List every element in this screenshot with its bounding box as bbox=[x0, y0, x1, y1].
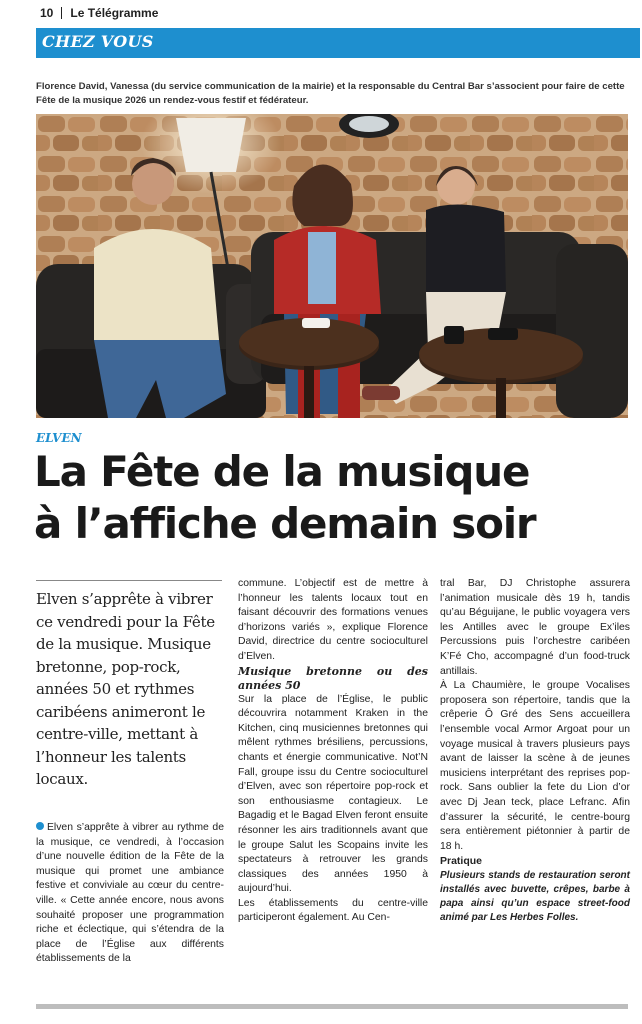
masthead-divider bbox=[61, 7, 62, 19]
paragraph: À La Chaumière, le groupe Vocalises proposera son répertoire, tandis que la crêperie Ô Gré des Sens accueillera l’ensemble vocal Armor Argoat pour un voyage musical à travers plusieurs pays avant de laisser la scène à de jeunes musiciens interprétant des reprises pop-rock. Sans oublier la fete du Lion d’or avec Dj Jean teck, place Lefranc. Afin d’assurer la sécurité, le centre-bourg sera entièrement piétonnier à partir de 18 h. bbox=[440, 680, 630, 852]
section-banner bbox=[36, 28, 640, 58]
paragraph: Sur la place de l’Église, le public découvrira notamment Kraken in the Kitchen, cinq musiciennes bretonnes qui mêlent rythmes brésiliens, percussions, chants et énergie communicative. Not’N Fall, groupe issu du Centre socioculturel d’Elven, avec son répertoire pop-rock et son enthousiasme contagieux. Le Bagadig et le Bagad Elven feront ensuite résonner les airs traditionnels avant que le groupe Salut les Scopains invite les spectateurs à retrouver les grands classiques des années 1950 à aujourd’hui. bbox=[238, 693, 428, 895]
publication-name: Le Télégramme bbox=[70, 6, 159, 20]
article-headline bbox=[34, 446, 634, 550]
headline-line-1: La Fête de la musique bbox=[34, 447, 530, 496]
article-photo bbox=[36, 114, 628, 418]
article-intro bbox=[36, 821, 224, 967]
bullet-icon bbox=[36, 822, 44, 830]
pratique-heading: Pratique bbox=[440, 855, 483, 868]
paragraph: Les établissements du centre-ville participeront également. Au Cen- bbox=[238, 897, 428, 924]
pratique-text: Plusieurs stands de restauration seront installés avec buvette, crêpes, barbe à papa ainsi qu’un espace street-food animé par Les Herbes Folles. bbox=[440, 869, 630, 924]
masthead bbox=[40, 6, 158, 20]
lead-divider bbox=[36, 580, 222, 581]
section-title: CHEZ VOUS bbox=[42, 32, 154, 51]
article-lead: Elven s’apprête à vibrer ce vendredi pour la Fête de la musique. Musique bretonne, pop-rock, années 50 et rythmes caribéens animeront le centre-ville, mettant à l’honneur les talents locaux. bbox=[36, 590, 215, 788]
article-column-3 bbox=[440, 577, 630, 926]
article-column-2 bbox=[238, 577, 428, 926]
headline-line-2: à l’affiche demain soir bbox=[34, 499, 536, 548]
intro-text: Elven s’apprête à vibrer au rythme de la musique, ce vendredi, à l’occasion d’une nouvelle édition de la Fête de la musique qui promet une ambiance festive et conviviale au cœur du centre-ville. « Cette année encore, nous avons souhaité proposer une programmation riche et éclectique, qui s’étendra de la place de l’Église aux différents établissements de la bbox=[36, 822, 224, 965]
photo-caption: Florence David, Vanessa (du service communication de la mairie) et la responsable du Central Bar s’associent pour faire de cette Fête de la musique 2026 un rendez-vous festif et fédérateur. bbox=[36, 81, 625, 106]
page-number: 10 bbox=[40, 6, 54, 20]
page-bottom-rule bbox=[36, 1004, 628, 1009]
article-kicker: ELVEN bbox=[36, 431, 82, 445]
paragraph: commune. L’objectif est de mettre à l’honneur les talents locaux tout en faisant découvrir des formations venues d’horizons variés », explique Florence David, directrice du centre socioculturel d’Elven. bbox=[238, 578, 428, 662]
article-subhead: Musique bretonne ou des années 50 bbox=[238, 664, 428, 692]
photo-illustration bbox=[36, 114, 628, 418]
paragraph: tral Bar, DJ Christophe assurera l’animation musicale dès 19 h, tandis qu’au Béguijane, le public voyagera vers les Antilles avec le groupe Ex’iles Percussions puis l’orchestre caribéen K’Fé Cho, accompagné d’un food-truck antillais. bbox=[440, 578, 630, 677]
